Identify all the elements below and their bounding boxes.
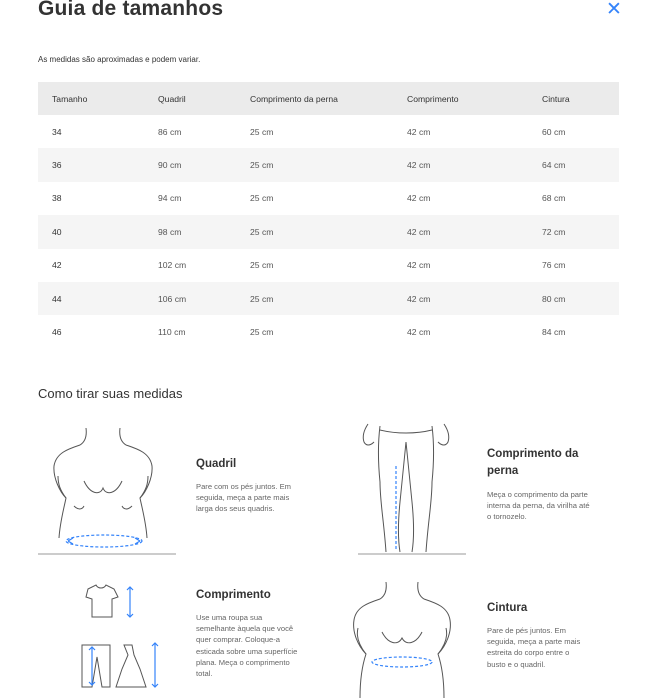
- table-cell: 25 cm: [250, 327, 274, 338]
- column-header: Cintura: [528, 82, 619, 115]
- table-cell: 64 cm: [528, 148, 619, 181]
- table-cell: 72 cm: [528, 215, 619, 248]
- table-cell: 42: [52, 260, 62, 271]
- column-header: Comprimento: [393, 82, 528, 115]
- table-cell: 42 cm: [393, 148, 528, 181]
- table-cell: 86 cm: [158, 126, 182, 137]
- table-cell: 34: [52, 126, 62, 137]
- table-row: [38, 115, 619, 148]
- table-cell: 106 cm: [144, 282, 236, 315]
- table-cell: 42 cm: [407, 327, 431, 338]
- table-cell: 98 cm: [144, 215, 236, 248]
- column-header: Comprimento da perna: [236, 82, 393, 115]
- table-cell: 42 cm: [407, 260, 431, 271]
- table-row: [38, 282, 619, 315]
- table-cell: 80 cm: [528, 282, 619, 315]
- garment-length-illustration: [80, 583, 165, 695]
- howto-item-text: Use uma roupa sua semelhante àquela que você quer comprar. Coloque-a esticada sobre uma superfície plana. Meça o comprimento total.: [196, 613, 298, 679]
- howto-item-text: Pare de pés juntos. Em seguida, meça a parte mais estreita do corpo entre o busto e o quadril.: [487, 626, 581, 669]
- howto-item-title: Quadril: [196, 458, 237, 470]
- howto-item-text: Pare com os pés juntos. Em seguida, meça a parte mais larga dos seus quadris.: [196, 482, 291, 514]
- table-row: [38, 315, 619, 348]
- table-cell: 94 cm: [158, 193, 182, 204]
- table-cell: 42 cm: [407, 193, 431, 204]
- howto-item-title: Cintura: [487, 602, 528, 614]
- leg-illustration: [356, 422, 468, 558]
- howto-item-title: Comprimento: [196, 589, 271, 601]
- close-icon[interactable]: ✕: [606, 0, 622, 20]
- waist-illustration: [336, 580, 461, 699]
- table-cell: 25 cm: [250, 260, 274, 271]
- table-cell: 110 cm: [158, 327, 186, 338]
- table-cell: 25 cm: [236, 215, 393, 248]
- subtitle: As medidas são aproximadas e podem variar.: [38, 55, 201, 64]
- table-cell: 25 cm: [236, 148, 393, 181]
- table-cell: 25 cm: [250, 193, 274, 204]
- table-cell: 84 cm: [542, 327, 566, 338]
- table-cell: 44: [38, 282, 144, 315]
- table-cell: 46: [52, 327, 62, 338]
- table-cell: 60 cm: [542, 126, 566, 137]
- table-cell: 40: [38, 215, 144, 248]
- table-row: [38, 148, 619, 181]
- page-title: Guia de tamanhos: [38, 0, 224, 20]
- table-cell: 36: [38, 148, 144, 181]
- table-cell: 90 cm: [144, 148, 236, 181]
- howto-title: Como tirar suas medidas: [38, 386, 183, 401]
- table-cell: 42 cm: [393, 282, 528, 315]
- column-header: Quadril: [144, 82, 236, 115]
- size-table: [38, 82, 619, 349]
- table-row: [38, 215, 619, 248]
- hip-illustration: [38, 426, 178, 558]
- table-cell: 25 cm: [236, 282, 393, 315]
- table-row: [38, 249, 619, 282]
- table-cell: 42 cm: [407, 126, 431, 137]
- howto-item-title: Comprimento da perna: [487, 448, 579, 477]
- table-cell: 68 cm: [542, 193, 566, 204]
- column-header: Tamanho: [38, 82, 144, 115]
- table-cell: 25 cm: [250, 126, 274, 137]
- table-cell: 38: [52, 193, 62, 204]
- table-header-row: [38, 82, 619, 115]
- table-cell: 42 cm: [393, 215, 528, 248]
- table-row: [38, 182, 619, 215]
- table-cell: 102 cm: [158, 260, 187, 271]
- table-cell: 76 cm: [542, 260, 566, 271]
- howto-item-text: Meça o comprimento da parte interna da perna, da virilha até o tornozelo.: [487, 490, 590, 522]
